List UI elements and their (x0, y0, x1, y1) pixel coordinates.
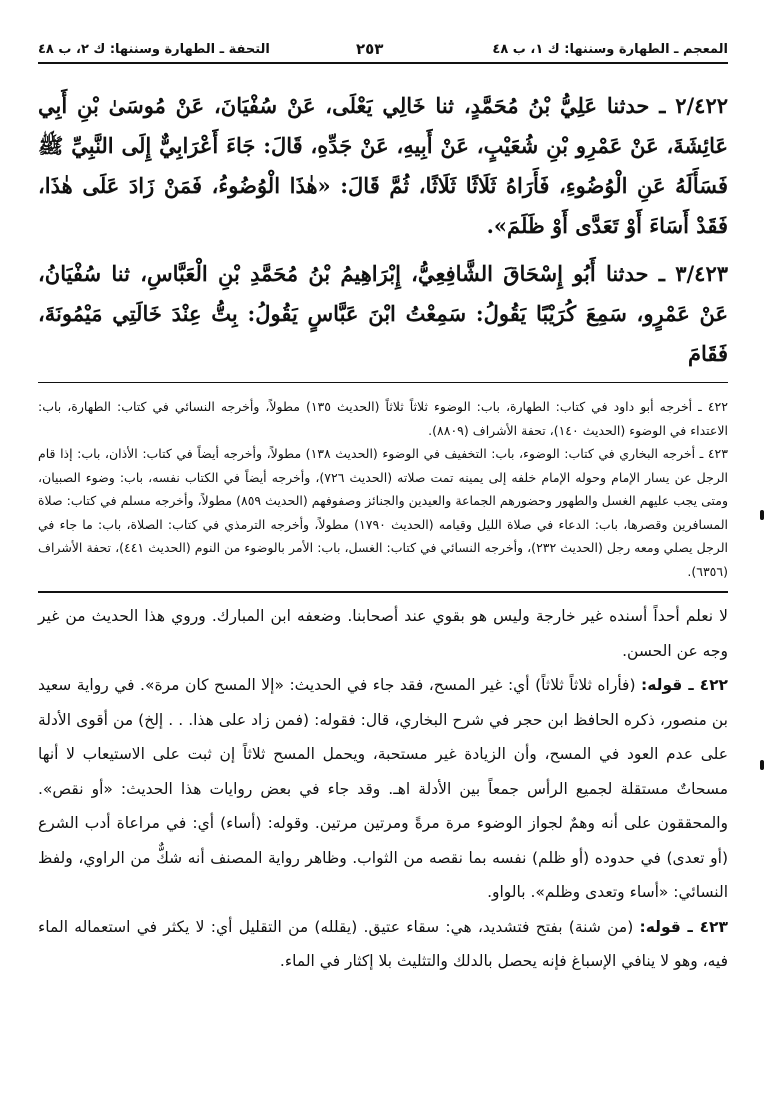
commentary-lead: ٤٢٢ ـ قوله: (641, 676, 728, 694)
commentary-paragraph (38, 668, 728, 910)
commentary-lead: ٤٢٣ ـ قوله: (639, 917, 728, 936)
hadith-number: ٣/٤٢٣ (675, 261, 729, 286)
commentary-paragraph (38, 910, 728, 979)
commentary-rule (38, 591, 728, 593)
hadith-423 (38, 254, 728, 374)
header-rule (38, 62, 728, 64)
running-header (38, 38, 728, 62)
commentary (38, 599, 728, 979)
page (38, 38, 728, 1078)
page-number: ٢٥٣ (356, 40, 384, 58)
footnote-423: ٤٢٣ ـ أخرجه البخاري في كتاب: الوضوء، باب: التخفيف في الوضوء (الحديث ١٣٨) مطولاً، وأخرجه أيضاً في كتاب: الأذان، باب: إذا قام الرجل عن يسار الإمام وحوله الإمام خلفه إلى يمينه تمت صلاته (الحديث ٧٢٦)، وأخرجه أيضاً في الكتاب نفسه، باب: وضوء الصبيان، ومتى يجب عليهم الغسل والطهور وحضورهم الجماعة والعيدين والجنائز وصفوفهم (الحديث ٨٥٩) مطولاً، وأخرجه مسلم في كتاب: صلاة المسافرين وقصرها، باب: الدعاء في صلاة الليل وقيامه (الحديث ١٧٩٠) مطولاً، وأخرجه الترمذي في كتاب: الصلاة، باب: ما جاء في الرجل يصلي ومعه رجل (الحديث ٢٣٢)، وأخرجه النسائي في كتاب: الغسل، باب: الأمر بالوضوء من النوم (الحديث ٤٤١)، تحفة الأشراف (٦٣٥٦). (38, 446, 728, 579)
footnotes (38, 395, 728, 583)
footnote-rule (38, 382, 728, 383)
commentary-text: (من شنة) بفتح فتشديد، هي: سقاء عتيق. (يقلله) من التقليل أي: لا يكثر في استعماله الماء فيه، وهو لا ينافي الإسباغ فإنه يحصل بالدلك والتثليث بلا إكثار في الماء. (38, 917, 728, 970)
hadith-body: ـ حدثنا عَلِيُّ بْنُ مُحَمَّدٍ، ثنا خَالِي يَعْلَى، عَنْ سُفْيَانَ، عَنْ مُوسَىٰ بْنِ أَبِي عَائِشَةَ، عَنْ عَمْرِو بْنِ شُعَيْبٍ، عَنْ أَبِيهِ، عَنْ جَدِّهِ، قَالَ: جَاءَ أَعْرَابِيٌّ إِلَى النَّبِيِّ ﷺ فَسَأَلَهُ عَنِ الْوُضُوءِ، فَأَرَاهُ ثَلَاثًا ثَلَاثًا، ثُمَّ قَالَ: «هٰذَا الْوُضُوءُ، فَمَنْ زَادَ عَلَى هٰذَا، فَقَدْ أَسَاءَ أَوْ تَعَدَّى أَوْ ظَلَمَ». (38, 93, 728, 238)
footnote-422: ٤٢٢ ـ أخرجه أبو داود في كتاب: الطهارة، باب: الوضوء ثلاثاً ثلاثاً (الحديث ١٣٥) مطولاً، وأخرجه النسائي في كتاب: الطهارة، باب: الاعتداء في الوضوء (الحديث ١٤٠)، تحفة الأشراف (٨٨٠٩). (38, 399, 728, 438)
commentary-text: لا نعلم أحداً أسنده غير خارجة وليس هو بقوي عند أصحابنا. وضعفه ابن المبارك. وروي هذا الحديث من غير وجه عن الحسن. (38, 607, 728, 660)
scan-edge-mark (760, 760, 764, 770)
hadith-body: ـ حدثنا أَبُو إِسْحَاقَ الشَّافِعِيُّ، إِبْرَاهِيمُ بْنُ مُحَمَّدِ بْنِ الْعَبَّاسِ، ثنا سُفْيَانُ، عَنْ عَمْرٍو، سَمِعَ كُرَيْبًا يَقُولُ: سَمِعْتُ ابْنَ عَبَّاسٍ يَقُولُ: بِتُّ عِنْدَ خَالَتِي مَيْمُونَةَ، فَقَامَ (38, 261, 728, 366)
header-left-reference: التحفة ـ الطهارة وسننها: ك ٢، ب ٤٨ (38, 42, 270, 57)
commentary-text: (فأراه ثلاثاً ثلاثاً) أي: غير المسح، فقد جاء في الحديث: «إلا المسح كان مرة». في رواية سعيد بن منصور، ذكره الحافظ ابن حجر في شرح البخاري، قال: فقوله: (فمن زاد على هذا. . . إلخ) من أقوى الأدلة على عدم العود في المسح، وأن الزيادة غير مستحبة، ويحمل المسح ثلاثاً إن ثبت على الاستيعاب لا أنها مسحاتٌ مستقلة لجميع الرأس جمعاً بين الأدلة اهـ. وقد جاء في بعض روايات هذا الحديث: «أو نقص». والمحققون على أنه وهمٌ لجواز الوضوء مرة مرةً ومرتين مرتين. وقوله: (أساء) أي: في مراعاة أدب الشرع (أو تعدى) في حدوده (أو ظلم) نفسه بما نقصه من الثواب. وظاهر رواية المصنف أنه شكٌّ من الراوي، ولفظ النسائي: «أساء وتعدى وظلم». بالواو. (38, 676, 728, 901)
scan-edge-mark (760, 510, 764, 520)
header-right-reference: المعجم ـ الطهارة وسننها: ك ١، ب ٤٨ (492, 42, 728, 57)
hadith-number: ٢/٤٢٢ (675, 93, 729, 118)
hadith-text (38, 86, 728, 374)
commentary-paragraph (38, 599, 728, 668)
hadith-422 (38, 86, 728, 246)
